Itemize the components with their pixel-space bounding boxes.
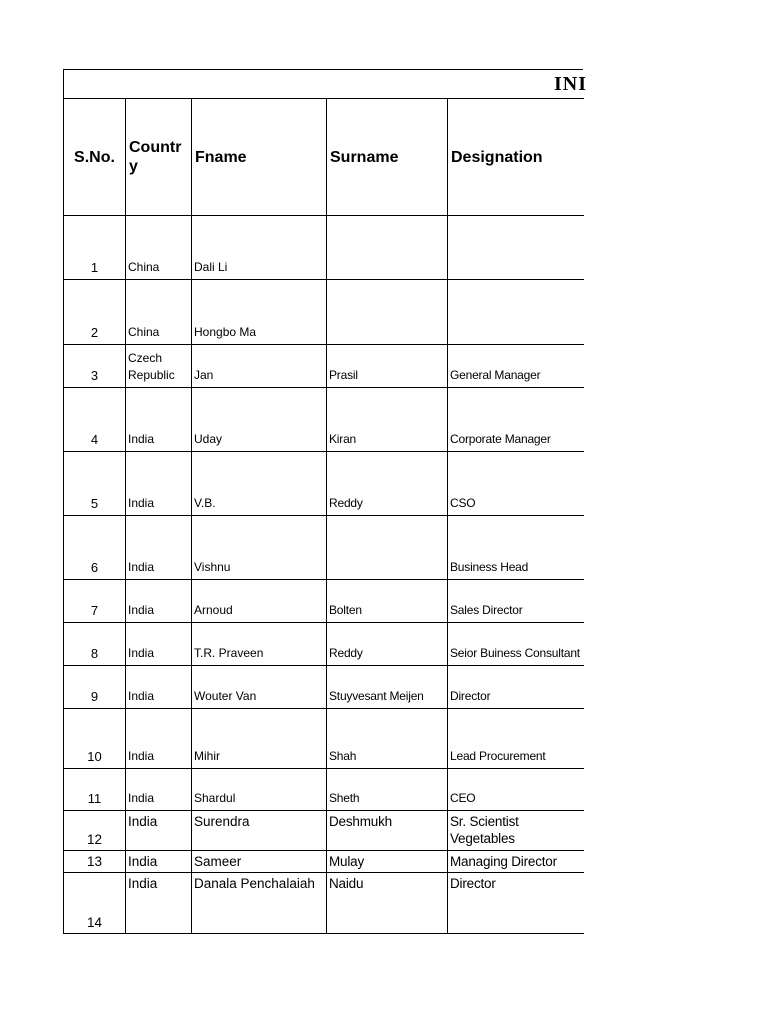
table-row [64,811,584,851]
cell-country: India [126,873,192,934]
cell-sno: 13 [64,851,126,873]
cell-designation: General Manager [448,345,584,388]
cell-surname: Reddy [327,623,448,666]
sheet-title: INI [553,73,587,95]
cell-fname: Surendra [192,811,327,851]
table-row [64,516,584,580]
cell-surname: Shah [327,709,448,769]
cell-country: India [126,623,192,666]
cell-sno: 1 [64,216,126,280]
cell-sno: 14 [64,873,126,934]
cell-surname: Bolten [327,580,448,623]
table-row [64,216,584,280]
cell-surname: Naidu [327,873,448,934]
cell-designation [448,216,584,280]
cell-surname: Sheth [327,769,448,811]
table-row [64,452,584,516]
table-row [64,580,584,623]
cell-designation [448,280,584,345]
cell-sno: 7 [64,580,126,623]
cell-country: India [126,851,192,873]
header-country: Countr y [126,99,192,216]
cell-sno: 12 [64,811,126,851]
cell-surname: Mulay [327,851,448,873]
cell-country: Czech Republic [126,345,192,388]
cell-surname: Kiran [327,388,448,452]
cell-sno: 4 [64,388,126,452]
cell-country: China [126,280,192,345]
cell-surname: Reddy [327,452,448,516]
cell-designation: Seior Buiness Consultant [448,623,584,666]
cell-country: India [126,452,192,516]
header-row [64,99,584,216]
header-surname: Surname [327,99,448,216]
cell-country: India [126,516,192,580]
cell-fname: Arnoud [192,580,327,623]
cell-sno: 8 [64,623,126,666]
cell-fname: V.B. [192,452,327,516]
cell-fname: Wouter Van [192,666,327,709]
cell-country: India [126,580,192,623]
table-row [64,851,584,873]
contacts-table [63,98,584,934]
cell-surname [327,216,448,280]
cell-country: India [126,666,192,709]
header-designation: Designation [448,99,584,216]
cell-designation: Business Head [448,516,584,580]
cell-fname: Vishnu [192,516,327,580]
table-row [64,388,584,452]
table-row [64,709,584,769]
cell-designation: Sr. Scientist Vegetables [448,811,584,851]
cell-sno: 6 [64,516,126,580]
cell-designation: Corporate Manager [448,388,584,452]
cell-designation: Sales Director [448,580,584,623]
cell-designation: Director [448,873,584,934]
cell-fname: Hongbo Ma [192,280,327,345]
cell-surname: Stuyvesant Meijen [327,666,448,709]
cell-fname: Jan [192,345,327,388]
cell-surname: Deshmukh [327,811,448,851]
cell-sno: 2 [64,280,126,345]
cell-surname: Prasil [327,345,448,388]
cell-fname: Mihir [192,709,327,769]
cell-designation: CSO [448,452,584,516]
cell-surname [327,280,448,345]
cell-designation: Director [448,666,584,709]
table-row [64,623,584,666]
cell-fname: Danala Penchalaiah [192,873,327,934]
cell-country: India [126,769,192,811]
header-fname: Fname [192,99,327,216]
cell-country: India [126,709,192,769]
title-row [63,69,587,98]
cell-sno: 9 [64,666,126,709]
cell-designation: CEO [448,769,584,811]
header-sno: S.No. [64,99,126,216]
table-row [64,345,584,388]
table-row [64,769,584,811]
table-row [64,873,584,934]
cell-designation: Managing Director [448,851,584,873]
cell-country: India [126,811,192,851]
table-row [64,666,584,709]
table-row [64,280,584,345]
cell-fname: Sameer [192,851,327,873]
cell-country: India [126,388,192,452]
cell-designation: Lead Procurement [448,709,584,769]
cell-sno: 11 [64,769,126,811]
cell-fname: Uday [192,388,327,452]
cell-sno: 5 [64,452,126,516]
cell-country: China [126,216,192,280]
cell-sno: 10 [64,709,126,769]
cell-sno: 3 [64,345,126,388]
cell-fname: Dali Li [192,216,327,280]
cell-surname [327,516,448,580]
spreadsheet [63,69,587,934]
cell-fname: Shardul [192,769,327,811]
cell-fname: T.R. Praveen [192,623,327,666]
